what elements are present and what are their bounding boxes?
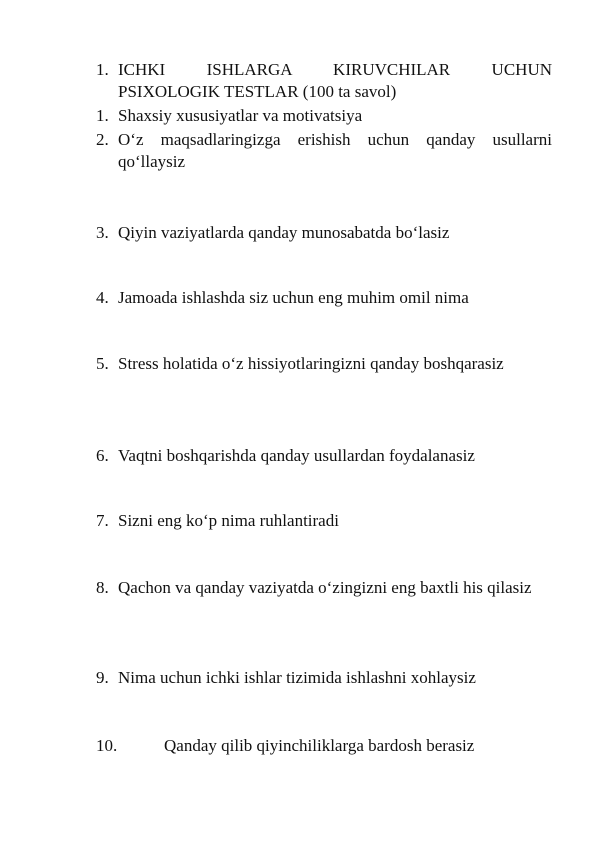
section-number: 1. <box>96 106 109 125</box>
question-text: Jamoada ishlashda siz uchun eng muhim omil nima <box>118 288 469 307</box>
question-item <box>96 577 552 599</box>
question-item <box>96 129 552 173</box>
heading-line-1: ICHKI ISHLARGA KIRUVCHILAR UCHUN <box>118 60 552 79</box>
question-item <box>96 445 552 467</box>
question-number: 3. <box>96 223 109 242</box>
question-item <box>96 667 552 689</box>
question-item <box>96 510 552 532</box>
section-title <box>96 105 552 127</box>
question-text: Vaqtni boshqarishda qanday usullardan foydalanasiz <box>118 446 475 465</box>
heading-number: 1. <box>96 60 109 79</box>
question-item <box>96 222 552 244</box>
question-number: 7. <box>96 511 109 530</box>
question-item <box>96 735 552 757</box>
heading-line-2: PSIXOLOGIK TESTLAR (100 ta savol) <box>118 82 397 101</box>
question-text: Stress holatida o‘z hissiyotlaringizni qanday boshqarasiz <box>118 354 504 373</box>
question-item <box>96 353 552 375</box>
question-number: 10. <box>96 736 118 755</box>
question-number: 6. <box>96 446 109 465</box>
question-text: Sizni eng ko‘p nima ruhlantiradi <box>118 511 339 530</box>
question-number: 9. <box>96 668 109 687</box>
question-number: 8. <box>96 578 109 597</box>
question-item <box>96 287 552 309</box>
question-number: 5. <box>96 354 109 373</box>
question-number: 2. <box>96 130 109 149</box>
question-number: 4. <box>96 288 109 307</box>
question-text: Qiyin vaziyatlarda qanday munosabatda bo‘lasiz <box>118 223 450 242</box>
question-text: Nima uchun ichki ishlar tizimida ishlashni xohlaysiz <box>118 668 476 687</box>
document-heading <box>96 59 552 103</box>
question-text: Qachon va qanday vaziyatda o‘zingizni eng baxtli his qilasiz <box>118 578 532 597</box>
question-text: Qanday qilib qiyinchiliklarga bardosh berasiz <box>164 736 475 755</box>
question-text: O‘z maqsadlaringizga erishish uchun qanday usullarni qo‘llaysiz <box>118 130 552 171</box>
section-text: Shaxsiy xususiyatlar va motivatsiya <box>118 106 363 125</box>
